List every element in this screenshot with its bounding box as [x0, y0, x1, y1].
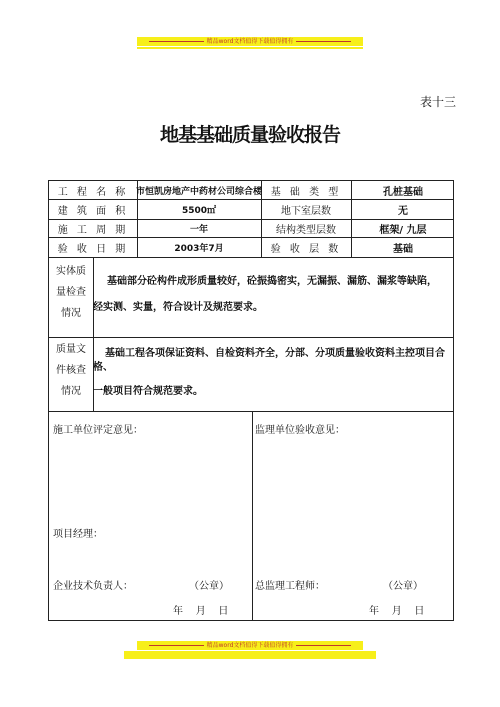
bottom-banner: [137, 641, 363, 650]
value-basement-floors: 无: [398, 205, 408, 217]
supervisor-opinion-heading: 监理单位验收意见：: [255, 425, 345, 436]
docs-check-text-2: 一般项目符合规范要求。: [93, 386, 203, 397]
contractor-seal: （公章）: [189, 581, 229, 592]
banner-text: 精品word文档值得下载值得拥有: [204, 38, 297, 45]
row-divider: [49, 257, 453, 258]
docs-check-text-1: 基础工程各项保证资料、自检资料齐全，分部、分项质量验收资料主控项目合格、: [93, 348, 445, 373]
entity-label-line: 量检查: [56, 287, 86, 298]
docs-label-line: 质量文: [56, 344, 86, 355]
value-structure-type: 框架/ 九层: [379, 224, 427, 236]
label-construction-period: 施 工 周 期: [57, 224, 129, 236]
project-manager-label: 项目经理：: [53, 529, 103, 540]
label-acceptance-floors: 验 收 层 数: [270, 243, 342, 255]
banner-text: 精品word文档值得下载值得拥有: [204, 642, 297, 649]
label-foundation-type: 基 础 类 型: [270, 186, 342, 198]
entity-check-label: [49, 261, 93, 324]
docs-check-label: [49, 339, 93, 402]
row-divider: [49, 337, 453, 338]
value-acceptance-floors: 基础: [393, 243, 413, 255]
table-number: 表十三: [420, 95, 457, 109]
row-divider: [49, 411, 453, 412]
chief-supervisor-label: 总监理工程师：: [255, 581, 325, 592]
docs-label-line: 情况: [61, 386, 81, 397]
page-title: 地基基础质量验收报告: [159, 124, 340, 146]
entity-label-line: 情况: [61, 308, 81, 319]
supervisor-seal: （公章）: [383, 581, 423, 592]
supervisor-date: 年 月 日: [369, 606, 425, 617]
value-project-name: 市恒凯房地产中药材公司综合楼: [136, 186, 263, 197]
contractor-date: 年 月 日: [173, 606, 229, 617]
label-acceptance-date: 验 收 日 期: [57, 243, 129, 255]
value-foundation-type: 孔桩基础: [383, 186, 423, 198]
label-basement-floors: 地下室层数: [281, 205, 331, 217]
report-form: [48, 180, 454, 621]
col-divider: [252, 411, 253, 621]
entity-label-line: 实体质: [56, 266, 86, 277]
entity-check-text-2: 经实测、实量，符合设计及规范要求。: [93, 302, 263, 313]
entity-check-text-1: 基础部分砼构件成形质量较好，砼振捣密实，无漏振、漏筋、漏浆等缺陷，: [107, 276, 437, 287]
value-acceptance-date: 2003年7月: [174, 243, 224, 254]
label-structure-type: 结构类型层数: [276, 224, 336, 236]
docs-label-line: 件核查: [56, 365, 86, 376]
contractor-opinion-heading: 施工单位评定意见：: [53, 425, 143, 436]
banner-strip: [137, 47, 363, 49]
value-floor-area: 5500㎡: [181, 205, 217, 216]
value-construction-period: 一年: [189, 224, 208, 235]
banner-strip: [124, 651, 376, 659]
top-banner: [137, 37, 363, 46]
tech-lead-label: 企业技术负责人：: [53, 581, 133, 592]
label-project-name: 工 程 名 称: [57, 186, 129, 198]
label-floor-area: 建 筑 面 积: [57, 205, 129, 217]
